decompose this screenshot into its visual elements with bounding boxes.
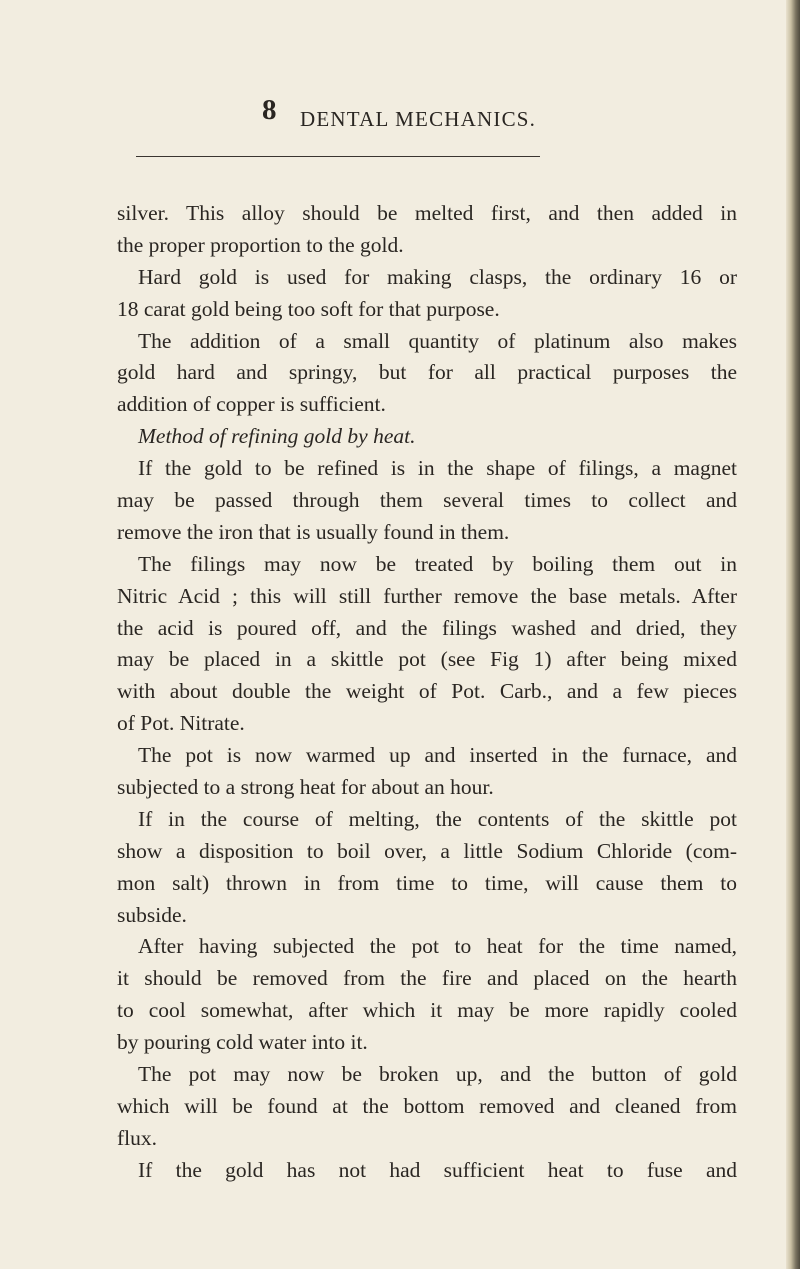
text-line: may be passed through them several times to collect and	[117, 488, 737, 513]
text-line: subjected to a strong heat for about an hour.	[117, 775, 494, 800]
text-line: the proper proportion to the gold.	[117, 232, 404, 257]
text-line: If in the course of melting, the contents of the skittle pot	[138, 806, 737, 831]
text-line: The pot may now be broken up, and the button of gold	[138, 1062, 737, 1087]
text-line: the acid is poured off, and the filings washed and dried, they	[117, 615, 737, 640]
page-edge-shadow	[786, 0, 800, 1269]
text-line: gold hard and springy, but for all practical purposes the	[117, 360, 737, 385]
text-line: 18 carat gold being too soft for that purpose.	[117, 296, 500, 321]
text-line: If the gold has not had sufficient heat to fuse and	[138, 1157, 737, 1182]
header-rule	[136, 156, 540, 157]
text-line: flux.	[117, 1125, 158, 1150]
text-line: mon salt) thrown in from time to time, will cause them to	[117, 870, 737, 895]
page-header	[0, 95, 790, 135]
text-line: If the gold to be refined is in the shape of filings, a magnet	[138, 456, 737, 481]
text-line: After having subjected the pot to heat for the time named,	[138, 934, 737, 959]
text-line: The pot is now warmed up and inserted in the furnace, and	[138, 743, 737, 768]
text-line: of Pot. Nitrate.	[117, 711, 245, 736]
text-line: with about double the weight of Pot. Carb., and a few pieces	[117, 679, 737, 704]
text-line: The addition of a small quantity of platinum also makes	[138, 328, 737, 353]
text-line: may be placed in a skittle pot (see Fig 1) after being mixed	[117, 647, 737, 672]
text-line: silver. This alloy should be melted first, and then added in	[117, 201, 737, 225]
text-line: show a disposition to boil over, a little Sodium Chloride (com-	[117, 838, 737, 863]
text-line: by pouring cold water into it.	[117, 1030, 368, 1055]
text-line: The filings may now be treated by boiling them out in	[138, 551, 737, 576]
page-number: 8	[262, 94, 277, 126]
text-line: addition of copper is sufficient.	[117, 392, 386, 417]
text-line: which will be found at the bottom removed and cleaned from	[117, 1093, 737, 1118]
text-line: subside.	[117, 902, 187, 927]
text-line: remove the iron that is usually found in them.	[117, 519, 510, 544]
text-line: it should be removed from the fire and placed on the hearth	[117, 966, 737, 991]
text-line: Hard gold is used for making clasps, the ordinary 16 or	[138, 264, 737, 289]
text-line: to cool somewhat, after which it may be more rapidly cooled	[117, 998, 737, 1023]
running-title: DENTAL MECHANICS.	[300, 107, 537, 131]
text-line: Nitric Acid ; this will still further remove the base metals. After	[117, 583, 737, 608]
section-heading: Method of refining gold by heat.	[138, 424, 416, 449]
body-text	[117, 197, 737, 1186]
